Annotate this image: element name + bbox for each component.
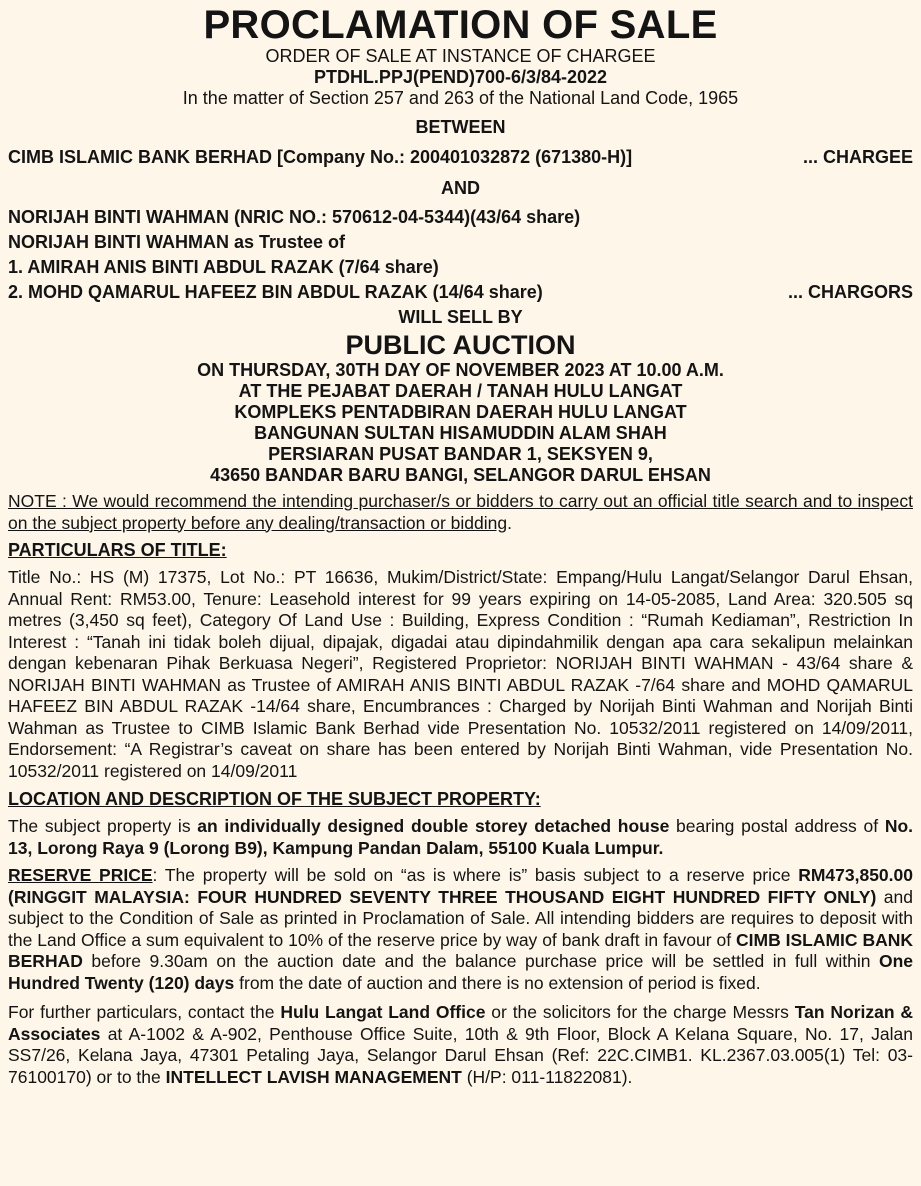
chargee-name: CIMB ISLAMIC BANK BERHAD [Company No.: 200401032872 (671380-H)] bbox=[8, 147, 633, 167]
venue-line: 43650 BANDAR BARU BANGI, SELANGOR DARUL EHSAN bbox=[210, 465, 711, 485]
venue-line: KOMPLEKS PENTADBIRAN DAERAH HULU LANGAT bbox=[234, 402, 687, 422]
property-type: an individually designed double storey detached house bbox=[197, 816, 670, 836]
venue-line: BANGUNAN SULTAN HISAMUDDIN ALAM SHAH bbox=[254, 423, 667, 443]
contact-text: at A-1002 & A-902, Penthouse Office Suite, 10th & 9th Floor, Block A Kelana Square, No. 17, Jalan SS7/26, Kelana Jaya, 47301 Petaling Jaya, Selangor Darul Ehsan (Ref: 22C.CIMB1. KL.2367.03.005(1) Tel: 03-76100170) or to the bbox=[8, 1023, 913, 1087]
chargors-row bbox=[8, 280, 913, 305]
note-paragraph bbox=[8, 491, 913, 534]
contact-text: (H/P: 011-11822081). bbox=[461, 1066, 633, 1087]
solicitor-name: Tan Norizan & Associates bbox=[8, 1002, 914, 1044]
venue-line: AT THE PEJABAT DAERAH / TANAH HULU LANGAT bbox=[238, 381, 683, 401]
reserve-price-amount: RM473,850.00 (RINGGIT MALAYSIA: FOUR HUNDRED SEVENTY THREE THOUSAND EIGHT HUNDRED FIFTY ONLY) bbox=[8, 865, 913, 907]
chargor-line: 1. AMIRAH ANIS BINTI ABDUL RAZAK (7/64 share) bbox=[8, 257, 439, 277]
auction-details bbox=[8, 360, 913, 486]
location-text: The subject property is bbox=[8, 816, 198, 836]
reference-number: PTDHL.PPJ(PEND)700-6/3/84-2022 bbox=[313, 67, 608, 87]
venue-line: PERSIARAN PUSAT BANDAR 1, SEKSYEN 9, bbox=[268, 444, 653, 464]
title-particulars-body: Title No.: HS (M) 17375, Lot No.: PT 16636, Mukim/District/State: Empang/Hulu Langat/Selangor Darul Ehsan, Annual Rent: RM53.00, Tenure: Leasehold interest for 99 years expiring on 14-05-2085, Land Area: 320.505 sq metres (3,450 sq feet), Category Of Land Use : Building, Express Condition : “Rumah Kediaman”, Restriction In Interest : “Tanah ini tidak boleh dijual, dipajak, digadai atau dipindahmilik dengan apa cara sekalipun melainkan dengan kebenaran Pihak Berkuasa Negeri”, Registered Proprietor: NORIJAH BINTI WAHMAN - 43/64 share & NORIJAH BINTI WAHMAN as Trustee of AMIRAH ANIS BINTI ABDUL RAZAK -7/64 share and MOHD QAMARUL HAFEEZ BIN ABDUL RAZAK -14/64 share, Encumbrances : Charged by Norijah Binti Wahman and Norijah Binti Wahman as Trustee to CIMB Islamic Bank Berhad vide Presentation No. 10532/2011 registered on 14/09/2011, Endorsement: “A Registrar’s caveat on share has been entered by Norijah Binti Wahman, vide Presentation No. 10532/2011 registered on 14/09/2011 bbox=[8, 567, 913, 781]
between-label: BETWEEN bbox=[415, 117, 506, 137]
note-end: . bbox=[507, 512, 512, 533]
reserve-text: before 9.30am on the auction date and the balance purchase price will be settled in full within bbox=[82, 951, 879, 971]
location-text: bearing postal address of bbox=[669, 816, 885, 836]
reserve-text: and subject to the Condition of Sale as printed in Proclamation of Sale. All intending bidders are requires to deposit with the Land Office a sum equivalent to 10% of the reserve price by way of bank draft in favour of bbox=[8, 886, 914, 950]
chargor-line: 2. MOHD QAMARUL HAFEEZ BIN ABDUL RAZAK (14/64 share) bbox=[8, 282, 543, 302]
reserve-price-label: RESERVE PRICE bbox=[8, 865, 153, 885]
bank-name: CIMB ISLAMIC BANK BERHAD bbox=[8, 929, 913, 971]
settlement-period: One Hundred Twenty (120) days bbox=[8, 951, 913, 993]
reserve-text: : The property will be sold on “as is where is” basis subject to a reserve price bbox=[152, 865, 799, 885]
note-text: NOTE : We would recommend the intending purchaser/s or bidders to carry out an official title search and to inspect on the subject property before any dealing/transaction or bidding bbox=[8, 491, 913, 533]
property-address: No. 13, Lorong Raya 9 (Lorong B9), Kampung Pandan Dalam, 55100 Kuala Lumpur. bbox=[8, 816, 914, 858]
contact-paragraph bbox=[8, 1002, 913, 1088]
contact-text: or the solicitors for the charge Messrs bbox=[485, 1002, 795, 1022]
chargee-role: ... CHARGEE bbox=[802, 147, 913, 167]
chargors-role: ... CHARGORS bbox=[787, 282, 913, 302]
reserve-text: from the date of auction and there is no extension of period is fixed. bbox=[234, 972, 761, 993]
auction-date: ON THURSDAY, 30TH DAY OF NOVEMBER 2023 AT 10.00 A.M. bbox=[197, 360, 724, 380]
will-sell-label: WILL SELL BY bbox=[398, 307, 523, 327]
location-body bbox=[8, 816, 913, 859]
location-heading: LOCATION AND DESCRIPTION OF THE SUBJECT PROPERTY: bbox=[8, 789, 541, 809]
and-label: AND bbox=[441, 178, 480, 198]
title-particulars-heading: PARTICULARS OF TITLE: bbox=[8, 540, 227, 560]
auctioneer-name: INTELLECT LAVISH MANAGEMENT bbox=[165, 1066, 462, 1087]
order-line: ORDER OF SALE AT INSTANCE OF CHARGEE bbox=[265, 46, 656, 66]
chargee-row bbox=[8, 145, 913, 170]
public-auction-title: PUBLIC AUCTION bbox=[345, 330, 576, 360]
matter-line: In the matter of Section 257 and 263 of the National Land Code, 1965 bbox=[182, 88, 739, 108]
chargor-line: NORIJAH BINTI WAHMAN (NRIC NO.: 570612-04-5344)(43/64 share) bbox=[8, 207, 581, 227]
contact-text: For further particulars, contact the bbox=[8, 1002, 281, 1022]
chargors-block bbox=[8, 205, 913, 305]
reserve-price-paragraph bbox=[8, 865, 913, 994]
document-title: PROCLAMATION OF SALE bbox=[203, 3, 718, 47]
chargor-line: NORIJAH BINTI WAHMAN as Trustee of bbox=[8, 232, 346, 252]
land-office-name: Hulu Langat Land Office bbox=[280, 1002, 486, 1022]
